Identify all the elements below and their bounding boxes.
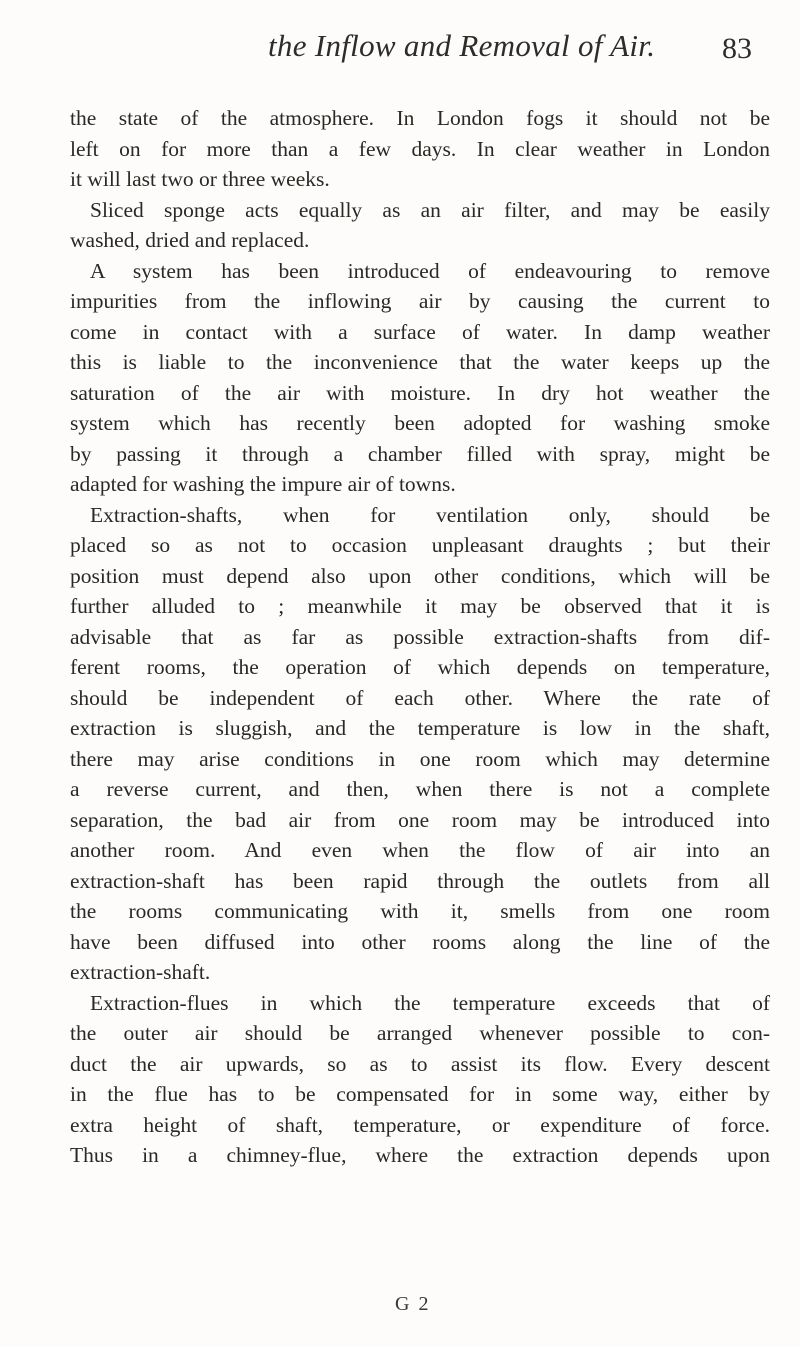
- text-line: extraction-shaft has been rapid through the outlets from all: [70, 868, 770, 893]
- text-line: there may arise conditions in one room which may determine: [70, 746, 770, 771]
- text-line: saturation of the air with moisture. In dry hot weather the: [70, 380, 770, 405]
- text-line: this is liable to the inconvenience that the water keeps up the: [70, 350, 770, 374]
- text-line: extraction-shaft.: [70, 960, 211, 984]
- text-line: advisable that as far as possible extraction-shafts from dif-: [70, 624, 770, 649]
- page-number: 83: [722, 32, 752, 65]
- text-line: placed so as not to occasion unpleasant draughts ; but their: [70, 533, 770, 557]
- text-line: Extraction-shafts, when for ventilation only, should be: [90, 502, 770, 527]
- text-line: come in contact with a surface of water. In damp weather: [70, 319, 770, 344]
- text-line: extraction is sluggish, and the temperature is low in the shaft,: [70, 716, 770, 740]
- body-text: [70, 103, 770, 1171]
- text-line: A system has been introduced of endeavouring to remove: [90, 258, 770, 283]
- text-line: extra height of shaft, temperature, or expenditure of force.: [70, 1112, 770, 1137]
- text-line: separation, the bad air from one room may be introduced into: [70, 807, 770, 832]
- text-line: washed, dried and replaced.: [70, 228, 310, 252]
- text-line: ferent rooms, the operation of which depends on temperature,: [70, 655, 770, 679]
- text-line: a reverse current, and then, when there is not a complete: [70, 777, 770, 801]
- text-line: duct the air upwards, so as to assist its flow. Every descent: [70, 1051, 770, 1076]
- text-line: have been diffused into other rooms along the line of the: [70, 929, 770, 954]
- text-line: the outer air should be arranged whenever possible to con-: [70, 1021, 770, 1045]
- text-line: should be independent of each other. Where the rate of: [70, 685, 770, 710]
- text-line: the state of the atmosphere. In London fogs it should not be: [70, 106, 770, 130]
- text-line: the rooms communicating with it, smells from one room: [70, 899, 770, 923]
- text-line: system which has recently been adopted for washing smoke: [70, 411, 770, 435]
- text-line: by passing it through a chamber filled with spray, might be: [70, 441, 770, 466]
- text-line: Sliced sponge acts equally as an air filter, and may be easily: [90, 197, 770, 222]
- page-header: [268, 28, 768, 72]
- text-line: further alluded to ; meanwhile it may be observed that it is: [70, 594, 770, 618]
- text-line: adapted for washing the impure air of towns.: [70, 472, 456, 496]
- text-line: position must depend also upon other conditions, which will be: [70, 563, 770, 588]
- text-line: in the flue has to be compensated for in some way, either by: [70, 1082, 770, 1106]
- text-line: another room. And even when the flow of air into an: [70, 838, 770, 862]
- text-line: Extraction-flues in which the temperature exceeds that of: [90, 990, 770, 1015]
- text-line: Thus in a chimney-flue, where the extraction depends upon: [70, 1143, 770, 1167]
- signature-mark: G 2: [395, 1293, 431, 1315]
- text-line: it will last two or three weeks.: [70, 167, 330, 191]
- text-line: left on for more than a few days. In clear weather in London: [70, 136, 770, 161]
- running-title: the Inflow and Removal of Air.: [268, 28, 656, 63]
- text-line: impurities from the inflowing air by causing the current to: [70, 289, 770, 313]
